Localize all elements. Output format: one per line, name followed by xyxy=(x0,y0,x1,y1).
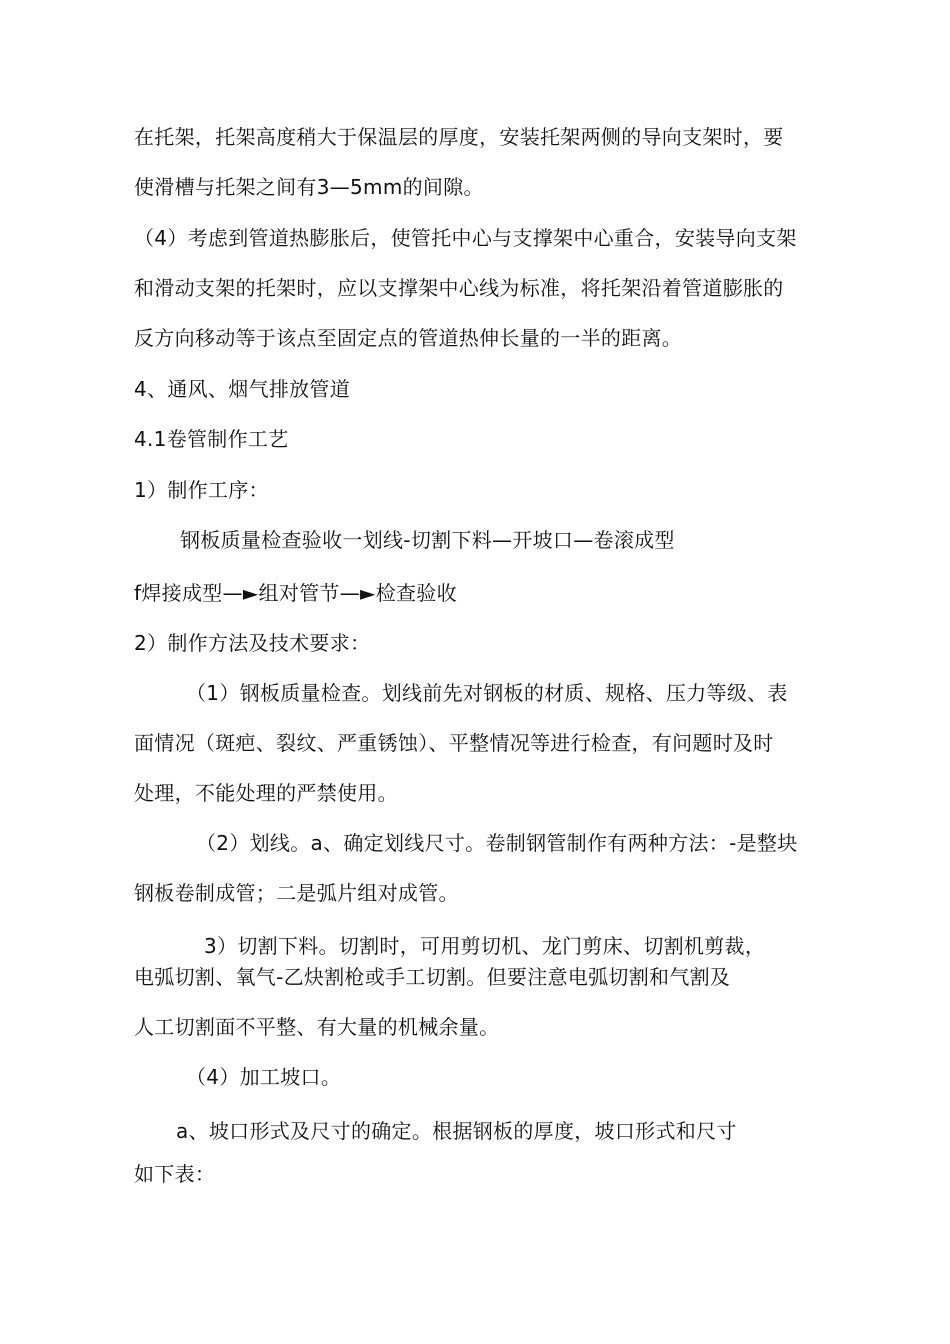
section-heading: 4、通风、烟气排放管道 xyxy=(134,377,351,401)
text-line-4: 和滑动支架的托架时，应以支撑架中心线为标准，将托架沿着管道膨胀的 xyxy=(134,276,784,300)
process-line-2: f焊接成型—►组对管节—►检查验收 xyxy=(134,581,457,605)
text-line-15: （2）划线。a、确定划线尺寸。卷制钢管制作有两种方法：-是整块 xyxy=(196,831,798,855)
text-line-22: 如下表： xyxy=(134,1162,216,1186)
text-line-12: （1）钢板质量检查。划线前先对钢板的材质、规格、压力等级、表 xyxy=(186,681,788,705)
text-line-5: 反方向移动等于该点至固定点的管道热伸长量的一半的距离。 xyxy=(134,326,683,350)
text-line-17: 3）切割下料。切割时，可用剪切机、龙门剪床、切割机剪裁， xyxy=(204,934,766,958)
text-line-3: （4）考虑到管道热膨胀后，使管托中心与支撑架中心重合，安装导向支架 xyxy=(134,226,797,250)
text-line-11: 2）制作方法及技术要求： xyxy=(134,631,371,655)
text-line-18: 电弧切割、氧气-乙炔割枪或手工切割。但要注意电弧切割和气割及 xyxy=(134,965,731,989)
subsection-heading: 4.1卷管制作工艺 xyxy=(134,427,289,451)
text-line-14: 处理，不能处理的严禁使用。 xyxy=(134,781,398,805)
text-line-19: 人工切割面不平整、有大量的机械余量。 xyxy=(134,1015,500,1039)
text-line-16: 钢板卷制成管；二是弧片组对成管。 xyxy=(134,881,459,905)
process-line-1: 钢板质量检查验收一划线-切割下料—开坡口—卷滚成型 xyxy=(180,528,675,552)
text-line-20: （4）加工坡口。 xyxy=(186,1065,342,1089)
text-line-1: 在托架，托架高度稍大于保温层的厚度，安装托架两侧的导向支架时，要 xyxy=(134,125,784,149)
text-line-8: 1）制作工序： xyxy=(134,478,269,502)
text-line-2: 使滑槽与托架之间有3—5mm的间隙。 xyxy=(134,175,484,199)
text-line-21: a、坡口形式及尺寸的确定。根据钢板的厚度，坡口形式和尺寸 xyxy=(176,1119,737,1143)
text-line-13: 面情况（斑疤、裂纹、严重锈蚀）、平整情况等进行检查，有问题时及时 xyxy=(134,731,774,755)
